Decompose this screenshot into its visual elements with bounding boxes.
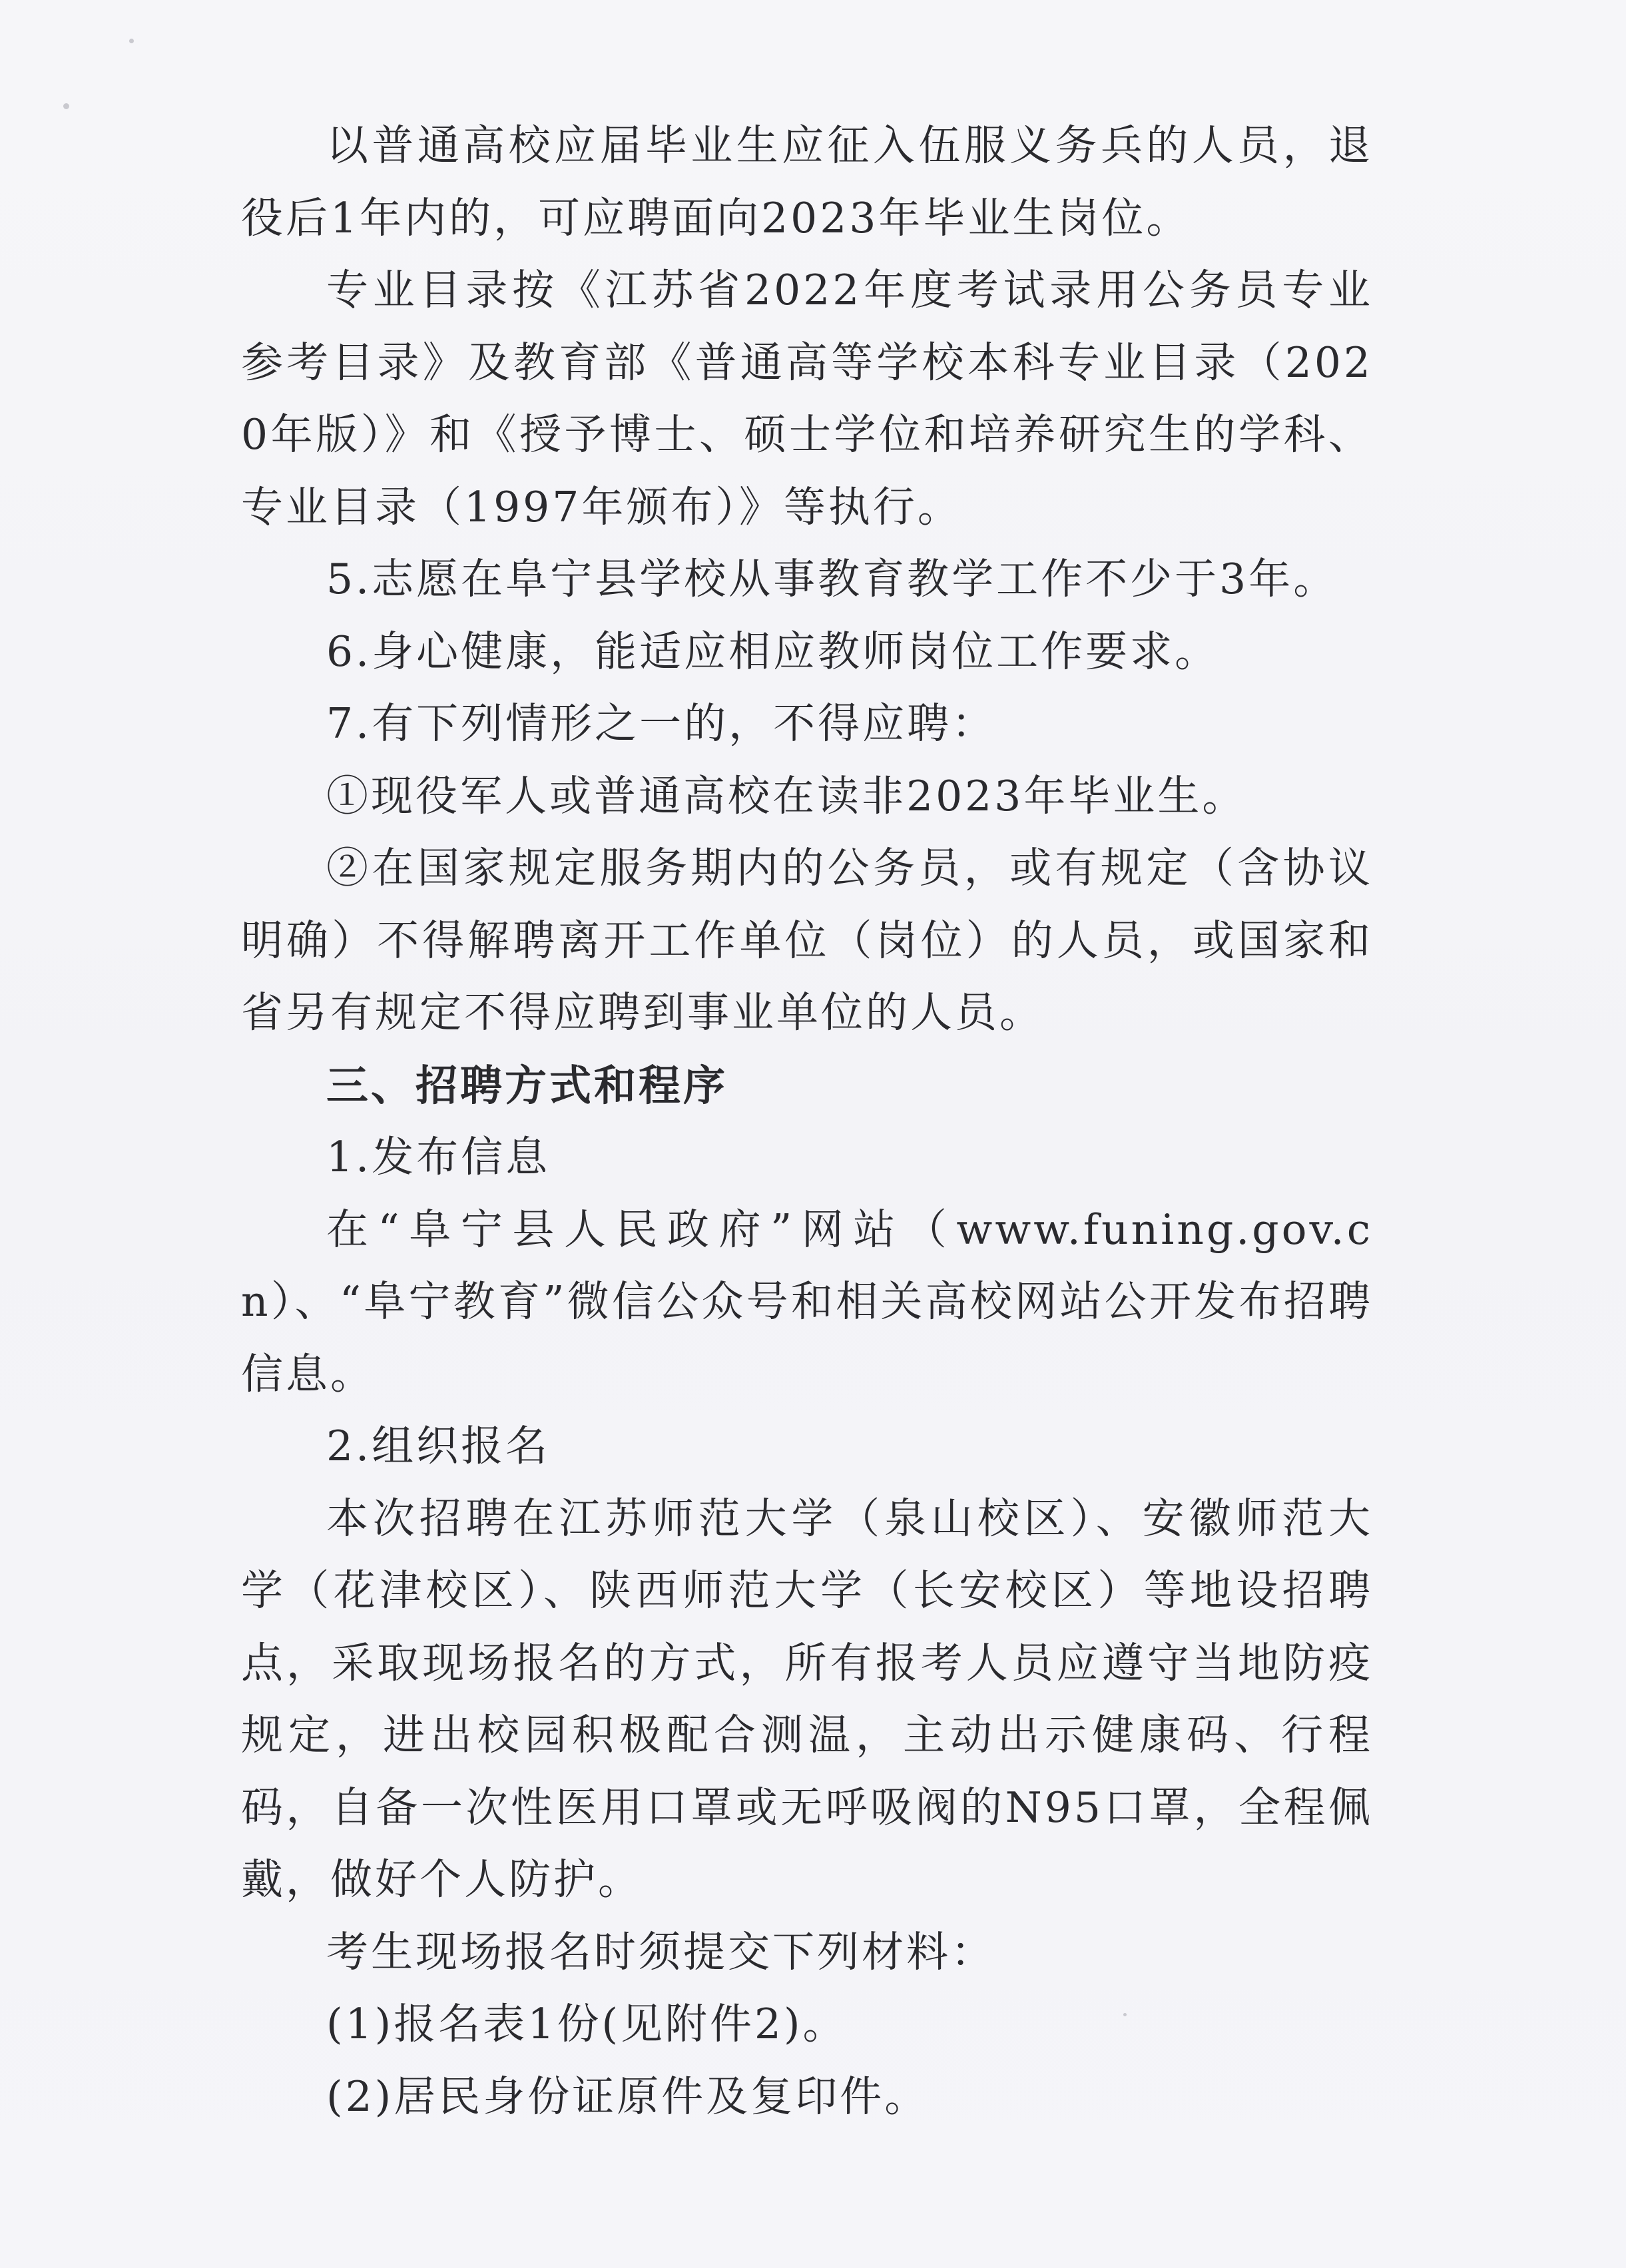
paragraph-exclusion-2: ②在国家规定服务期内的公务员，或有规定（含协议明确）不得解聘离开工作单位（岗位）的人员，或国家和省另有规定不得应聘到事业单位的人员。 [241,844,1373,1037]
subheading-publish-info: 1.发布信息 [326,1133,551,1181]
paragraph-publish-info: 在“阜宁县人民政府”网站（www.funing.gov.cn）、“阜宁教育”微信公众号和相关高校网站公开发布招聘信息。 [241,1205,1373,1398]
paragraph-materials-intro: 考生现场报名时须提交下列材料： [326,1927,995,1976]
subheading-registration: 2.组织报名 [326,1422,551,1470]
paragraph-registration: 本次招聘在江苏师范大学（泉山校区）、安徽师范大学（花津校区）、陕西师范大学（长安校区）等地设招聘点，采取现场报名的方式，所有报考人员应遵守当地防疫规定，进出校园积极配合测温，主动出示健康码、行程码，自备一次性医用口罩或无呼吸阀的N95口罩，全程佩戴，做好个人防护。 [241,1494,1373,1904]
section-heading: 三、招聘方式和程序 [326,1060,728,1110]
scan-speck [129,39,134,43]
paragraph-item-6: 6.身心健康，能适应相应教师岗位工作要求。 [326,627,1220,676]
paragraph-item-5: 5.志愿在阜宁县学校从事教育教学工作不少于3年。 [326,555,1338,603]
paragraph-major-catalog: 专业目录按《江苏省2022年度考试录用公务员专业参考目录》及教育部《普通高等学校本科专业目录（2020年版）》和《授予博士、硕士学位和培养研究生的学科、专业目录（1997年颁布）》等执行。 [241,266,1373,531]
paragraph-material-2: (2)居民身份证原件及复印件。 [326,2072,930,2121]
paragraph-item-7: 7.有下列情形之一的，不得应聘： [326,699,997,748]
scan-speck [63,103,69,109]
paragraph-material-1: (1)报名表1份(见附件2)。 [326,2000,848,2048]
document-body [241,110,1373,2133]
paragraph-exclusion-1: ①现役军人或普通高校在读非2023年毕业生。 [326,771,1247,820]
paragraph-veteran-eligibility: 以普通高校应届毕业生应征入伍服义务兵的人员，退役后1年内的，可应聘面向2023年毕业生岗位。 [241,121,1373,242]
